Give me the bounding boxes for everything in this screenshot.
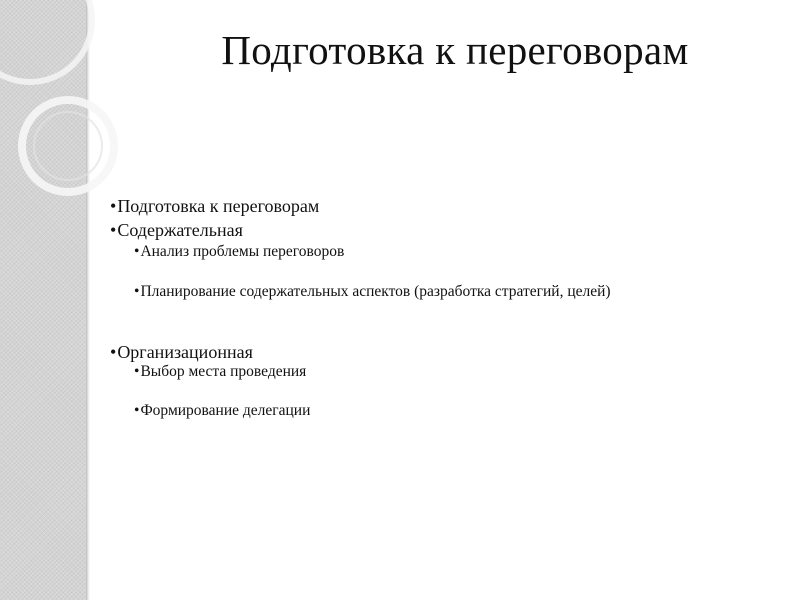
bullet-text: Формирование делегации — [140, 402, 311, 419]
bullet-glyph: • — [110, 196, 117, 216]
bullet-item-level2 — [110, 220, 243, 241]
bullet-glyph: • — [110, 220, 117, 240]
bullet-glyph: • — [134, 402, 140, 419]
bullet-glyph: • — [134, 363, 140, 380]
bullet-text: Подготовка к переговорам — [117, 196, 320, 216]
bullet-text: Выбор места проведения — [140, 363, 307, 380]
bullet-glyph: • — [110, 342, 117, 362]
bullet-text: Организационная — [117, 342, 253, 362]
bullet-item-level3 — [134, 402, 310, 420]
bullet-text: Содержательная — [117, 220, 243, 240]
bullet-item-level1 — [110, 196, 319, 217]
bullet-text: Анализ проблемы переговоров — [140, 243, 345, 260]
bullet-glyph: • — [134, 283, 140, 300]
bullet-item-level3 — [134, 243, 344, 261]
bullet-item-level3 — [134, 283, 611, 301]
bullet-item-level2 — [110, 342, 253, 363]
slide-title: Подготовка к переговорам — [221, 27, 689, 73]
bullet-text: Планирование содержательных аспектов (разработка стратегий, целей) — [140, 283, 611, 300]
bullet-item-level3 — [134, 363, 306, 381]
bullet-glyph: • — [134, 243, 140, 260]
